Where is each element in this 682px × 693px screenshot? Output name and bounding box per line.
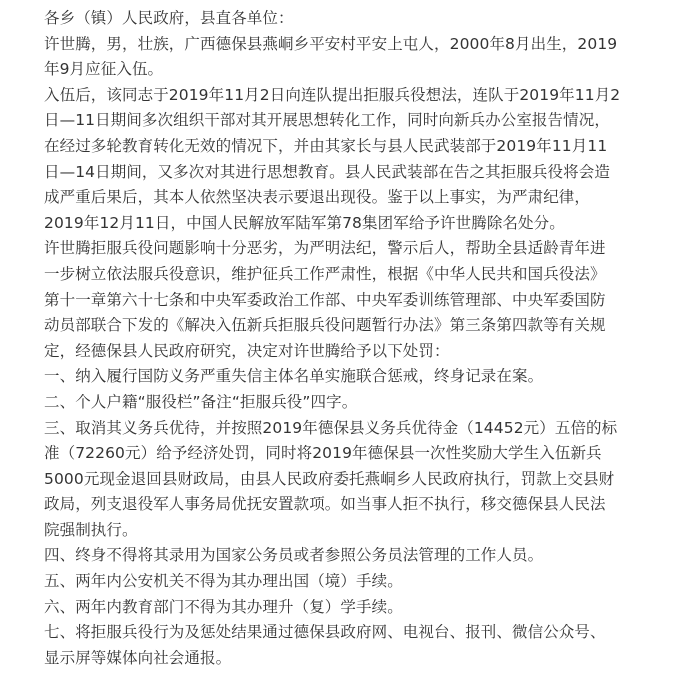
penalty-item-1: 一、纳入履行国防义务严重失信主体名单实施联合惩戒，终身记录在案。 (44, 367, 544, 386)
penalty-item-3: 准（72260元）给予经济处罚，同时将2019年德保县一次性奖励大学生入伍新兵 (44, 444, 602, 463)
facts-paragraph-line: 在经过多轮教育转化无效的情况下，并由其家长与县人民武装部于2019年11月11 (44, 136, 608, 155)
penalty-item-4: 四、终身不得将其录用为国家公务员或者参照公务员法管理的工作人员。 (44, 546, 544, 565)
penalty-item-3: 三、取消其义务兵优待，并按照2019年德保县义务兵优待金（14452元）五倍的标 (44, 418, 618, 437)
penalty-item-3: 院强制执行。 (44, 520, 138, 539)
penalty-item-3: 5000元现金退回县财政局，由县人民政府委托燕峒乡人民政府执行，罚款上交县财 (44, 469, 615, 488)
intro-paragraph-line: 年9月应征入伍。 (44, 60, 164, 79)
facts-paragraph-line: 成严重后果后，其本人依然坚决表示要退出现役。鉴于以上事实，为严肃纪律， (44, 188, 591, 207)
basis-paragraph-line: 定，经德保县人民政府研究，决定对许世腾给予以下处罚： (44, 341, 450, 360)
basis-paragraph-line: 第十一章第六十七条和中央军委政治工作部、中央军委训练管理部、中央军委国防 (44, 290, 606, 309)
basis-paragraph-line: 许世腾拒服兵役问题影响十分恶劣，为严明法纪，警示后人，帮助全县适龄青年进 (44, 239, 606, 258)
penalty-item-6: 六、两年内教育部门不得为其办理升（复）学手续。 (44, 597, 403, 616)
facts-paragraph-line: 入伍后，该同志于2019年11月2日向连队提出拒服兵役想法，连队于2019年11月2 (44, 85, 621, 104)
intro-paragraph-line: 许世腾，男，壮族，广西德保县燕峒乡平安村平安上屯人，2000年8月出生，2019 (44, 34, 618, 53)
basis-paragraph-line: 一步树立依法服兵役意识，维护征兵工作严肃性，根据《中华人民共和国兵役法》 (44, 264, 606, 283)
penalty-item-7: 显示屏等媒体向社会通报。 (44, 648, 232, 667)
penalty-item-5: 五、两年内公安机关不得为其办理出国（境）手续。 (44, 572, 403, 591)
salutation-line: 各乡（镇）人民政府，县直各单位： (44, 9, 294, 27)
penalty-item-3: 政局，列支退役军人事务局优抚安置款项。如当事人拒不执行，移交德保县人民法 (44, 495, 606, 514)
facts-paragraph-line: 日—11日期间多次组织干部对其开展思想转化工作，同时向新兵办公室报告情况， (44, 111, 610, 130)
penalty-item-2: 二、个人户籍“服役栏”备注“拒服兵役”四字。 (44, 392, 358, 411)
penalty-item-7: 七、将拒服兵役行为及惩处结果通过德保县政府网、电视台、报刊、微信公众号、 (44, 623, 606, 642)
facts-paragraph-line: 日—14日期间，又多次对其进行思想教育。县人民武装部在告之其拒服兵役将会造 (44, 162, 610, 181)
basis-paragraph-line: 动员部联合下发的《解决入伍新兵拒服兵役问题暂行办法》第三条第四款等有关规 (44, 316, 606, 335)
facts-paragraph-line: 2019年12月11日，中国人民解放军陆军第78集团军给予许世腾除名处分。 (44, 213, 565, 232)
